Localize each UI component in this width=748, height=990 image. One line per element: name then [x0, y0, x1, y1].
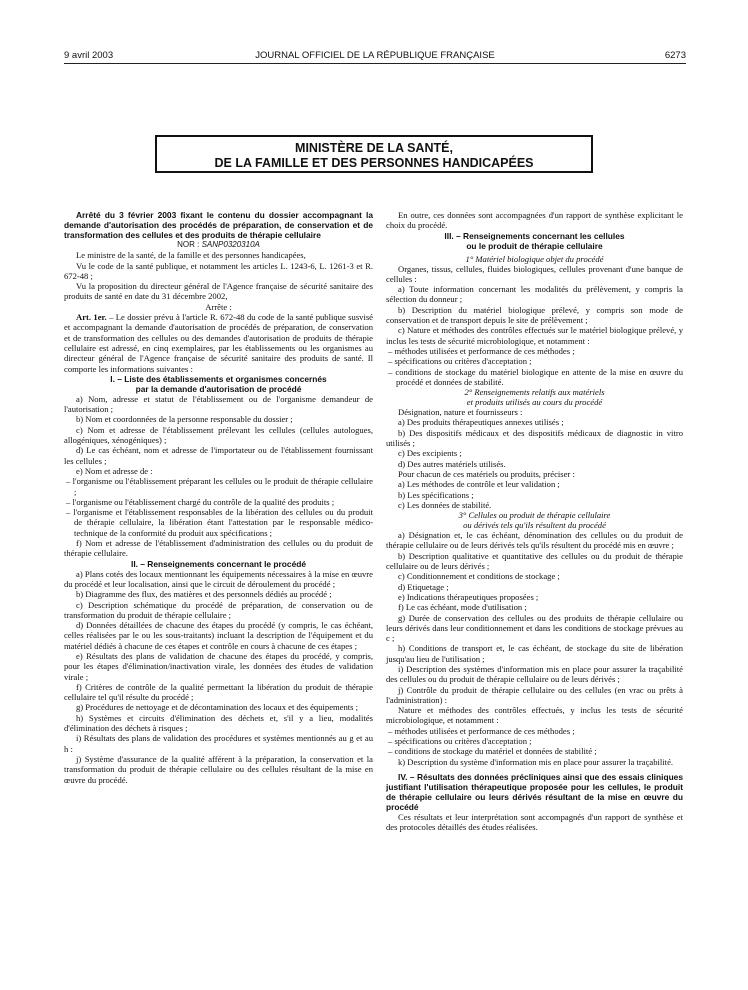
list-item: c) Des excipients ;: [398, 448, 462, 459]
paragraph: Vu la proposition du directeur général de l'Agence française de sécurité sanitaire des produits de santé en date du 31 décembre 2002,: [64, 281, 373, 302]
list-item: b) Description qualitative et quantitative des cellules ou du produit de thérapie cellulaire ou de leurs dérivés ;: [386, 550, 683, 572]
ministry-line-2: DE LA FAMILLE ET DES PERSONNES HANDICAPÉES: [214, 156, 534, 170]
list-item: a) Désignation et, le cas échéant, dénomination des cellules ou du produit de thérapie cellulaire ou de leurs dérivés tels qu'ils résultent du procédé mis en œuvre ;: [386, 530, 683, 551]
section-3-heading: [386, 231, 683, 251]
list-item: h) Conditions de transport et, le cas échéant, de stockage du site de libération jusqu'au lieu de l'utilisation ;: [386, 643, 683, 664]
subsection-line-2: ou dérivés tels qu'ils résultent du procédé: [463, 520, 606, 531]
list-item: j) Système d'assurance de la qualité afférent à la préparation, la conservation et la transformation du produit de thérapie cellulaire ou des cellules résultant de la mise en œuvre du procédé.: [64, 753, 373, 785]
header-rule: [64, 63, 686, 64]
list-item: e) Résultats des plans de validation de chacune des étapes du procédé, y compris, pour les étapes d'élimination/inactivation virale, les données des études de validation virale ;: [64, 650, 373, 682]
subsection-line-2: et produits utilisés au cours du procédé: [466, 397, 603, 408]
section-2-heading: II. – Renseignements concernant le procédé: [131, 558, 306, 569]
section-3-title-line-1: III. – Renseignements concernant les cellules: [444, 230, 625, 241]
list-item: b) Diagramme des flux, des matières et des personnels dédiés au procédé ;: [76, 589, 332, 600]
list-item: b) Des dispositifs médicaux et des dispositifs médicaux de diagnostic in vitro utilisés ;: [386, 427, 683, 449]
left-column: [64, 210, 373, 785]
nor-code: SANP0320310A: [201, 240, 260, 249]
list-item: d) Le cas échéant, nom et adresse de l'importateur ou de l'établissement fournissant les cellules ;: [64, 445, 373, 466]
ministry-line-1: MINISTÈRE DE LA SANTÉ,: [295, 141, 453, 155]
section-3-title-line-2: ou le produit de thérapie cellulaire: [466, 240, 603, 251]
dash-item: – l'organisme et l'établissement responsables de la libération des cellules ou du produit de thérapie cellulaire, la libération étant l'attestation par le responsable médico-technique de la conformité du produit aux spécifications ;: [66, 507, 373, 538]
list-item: a) Des produits thérapeutiques annexes utilisés ;: [398, 417, 564, 428]
list-item: b) Les spécifications ;: [398, 489, 474, 500]
arrete-heading: Arrête :: [205, 301, 232, 312]
nor-reference: [64, 240, 373, 250]
list-item: c) Description schématique du procédé de préparation, de conservation ou de transformation du produit de thérapie cellulaire ;: [64, 599, 373, 620]
list-item: b) Nom et coordonnées de la personne responsable du dossier ;: [76, 414, 293, 425]
dash-item: – spécifications ou critères d'acceptation ;: [388, 736, 532, 747]
list-item: e) Indications thérapeutiques proposées ;: [398, 591, 539, 602]
list-item: a) Les méthodes de contrôle et leur validation ;: [398, 479, 560, 490]
dash-item: – l'organisme ou l'établissement préparant les cellules ou le produit de thérapie cellulaire ;: [66, 476, 373, 497]
subsection-heading: 1° Matériel biologique objet du procédé: [465, 253, 604, 264]
list-item: c) Conditionnement et conditions de stockage ;: [398, 571, 560, 582]
dash-item: – conditions de stockage du matériel biologique en attente de la mise en œuvre du procédé et données de stabilité.: [388, 366, 683, 387]
list-item: c) Nature et méthodes des contrôles effectués sur le matériel biologique prélevé, y inclus les tests de sécurité microbiologique, et notamment :: [386, 325, 683, 346]
dash-item: – conditions de stockage du matériel et données de stabilité ;: [388, 746, 597, 757]
subsection-heading: [386, 387, 683, 407]
dash-item: – méthodes utilisées et performance de ces méthodes ;: [388, 345, 575, 356]
list-item: k) Description du système d'information mis en place pour assurer la traçabilité.: [398, 756, 674, 767]
list-item: f) Critères de contrôle de la qualité permettant la libération du produit de thérapie cellulaire tel qu'il résulte du procédé ;: [64, 681, 373, 703]
list-item: g) Procédures de nettoyage et de décontamination des locaux et des équipements ;: [76, 702, 359, 713]
subsection-heading: [386, 510, 683, 530]
header-journal-title: JOURNAL OFFICIEL DE LA RÉPUBLIQUE FRANÇAISE: [255, 50, 495, 61]
nor-label: NOR :: [177, 240, 200, 249]
paragraph: Désignation, nature et fournisseurs :: [398, 407, 523, 418]
article-1-label: Art. 1er.: [76, 312, 107, 323]
list-item: c) Nom et adresse de l'établissement prélevant les cellules (cellules autologues, allogéniques, xénogéniques) ;: [64, 424, 373, 446]
ministry-box: [155, 135, 593, 173]
list-item: e) Nom et adresse de :: [76, 465, 153, 476]
right-column: [386, 210, 683, 833]
list-item: a) Nom, adresse et statut de l'établissement ou de l'organisme demandeur de l'autorisation ;: [64, 393, 373, 415]
paragraph: Pour chacun de ces matériels ou produits, préciser :: [398, 468, 575, 479]
section-4-heading: IV. – Résultats des données précliniques ainsi que des essais cliniques justifiant l'utilisation thérapeutique proposée pour les cellules, le produit de thérapie cellulaire ou leurs dérivés résultant de la mise en œuvre du procédé: [386, 771, 683, 812]
list-item: h) Systèmes et circuits d'élimination des déchets et, s'il y a lieu, modalités d'élimination des déchets à risques ;: [64, 712, 373, 734]
article-1: [64, 312, 373, 374]
list-item: c) Les données de stabilité.: [398, 499, 492, 510]
paragraph: Ces résultats et leur interprétation sont accompagnés d'un rapport de synthèse et des protocoles détaillés des études réalisées.: [386, 811, 683, 833]
list-item: a) Toute information concernant les modalités du prélèvement, y compris la sélection du donneur ;: [386, 284, 683, 305]
dash-item: – l'organisme ou l'établissement chargé du contrôle de la qualité des produits ;: [66, 496, 335, 507]
paragraph: Le ministre de la santé, de la famille et des personnes handicapées,: [76, 250, 306, 261]
decree-title: Arrêté du 3 février 2003 fixant le contenu du dossier accompagnant la demande d'autorisation des procédés de préparation, de conservation et de transformation des cellules et des produits de thérapie cellulaire: [64, 210, 373, 240]
article-1-text: – Le dossier prévu à l'article R. 672-48 du code de la santé publique susvisé et accompagnant la demande d'autorisation de procédés de préparation, de conservation et de transformation des cellules ou des demandes d'autorisation de produits de thérapie cellulaire est adressé, en cinq exemplaires, par les établissements ou les organismes au directeur général de l'Agence française de sécurité sanitaire des produits de santé. Il comporte les informations suivantes :: [64, 312, 374, 374]
header-page-number: 6273: [664, 50, 686, 61]
running-header: [64, 50, 686, 64]
paragraph: En outre, ces données sont accompagnées d'un rapport de synthèse explicitant le choix du procédé.: [386, 210, 683, 231]
section-1-title-line-2: par la demande d'autorisation de procédé: [135, 383, 302, 394]
list-item: g) Durée de conservation des cellules ou des produits de thérapie cellulaire ou leurs dérivés dans leur conditionnement et dans les conditions de stockage prévues au c ;: [386, 612, 683, 644]
paragraph: Nature et méthodes des contrôles effectués, y inclus les tests de sécurité microbiologique, et notamment :: [386, 705, 683, 726]
list-item: d) Des autres matériels utilisés.: [398, 458, 506, 469]
list-item: b) Description du matériel biologique prélevé, y compris son mode de conservation et de transport depuis le site de prélèvement ;: [386, 304, 683, 326]
list-item: f) Le cas échéant, mode d'utilisation ;: [398, 602, 527, 613]
list-item: d) Données détaillées de chacune des étapes du procédé (y compris, le cas échéant, celles réalisées par le ou les sous-traitants) incluant la description de l'équipement et du matériel dédiés à chacune de ces étapes et contrôle en cours à chacune de ces étapes ;: [64, 620, 373, 651]
list-item: i) Description des systèmes d'information mis en place pour assurer la traçabilité des cellules ou du produit de thérapie cellulaire ou de leurs dérivés ;: [386, 663, 683, 685]
subsection-line-1: 2° Renseignements relatifs aux matériels: [464, 387, 605, 398]
list-item: f) Nom et adresse de l'établissement d'administration des cellules ou du produit de thérapie cellulaire.: [64, 538, 373, 559]
list-item: d) Etiquetage ;: [398, 581, 449, 592]
list-item: a) Plans cotés des locaux mentionnant les équipements nécessaires à la mise en œuvre du procédé et leur localisation, ainsi que le circuit de déroulement du procédé ;: [64, 568, 373, 589]
section-1-title-line-1: I. – Liste des établissements et organismes concernés: [110, 373, 327, 384]
list-item: i) Résultats des plans de validation des procédures et systèmes mentionnés au g et au h :: [64, 733, 373, 754]
paragraph: Organes, tissus, cellules, fluides biologiques, cellules provenant d'une banque de cellules :: [386, 263, 683, 284]
dash-item: – méthodes utilisées et performance de ces méthodes ;: [388, 725, 575, 736]
section-1-heading: [64, 374, 373, 394]
paragraph: Vu le code de la santé publique, et notamment les articles L. 1243-6, L. 1261-3 et R. 672-48 ;: [64, 260, 373, 281]
header-date: 9 avril 2003: [64, 50, 114, 61]
dash-item: – spécifications ou critères d'acceptation ;: [388, 356, 532, 367]
list-item: j) Contrôle du produit de thérapie cellulaire ou des cellules (en vrac ou prêts à l'administration) :: [386, 684, 683, 705]
subsection-line-1: 3° Cellules ou produit de thérapie cellulaire: [458, 510, 611, 521]
